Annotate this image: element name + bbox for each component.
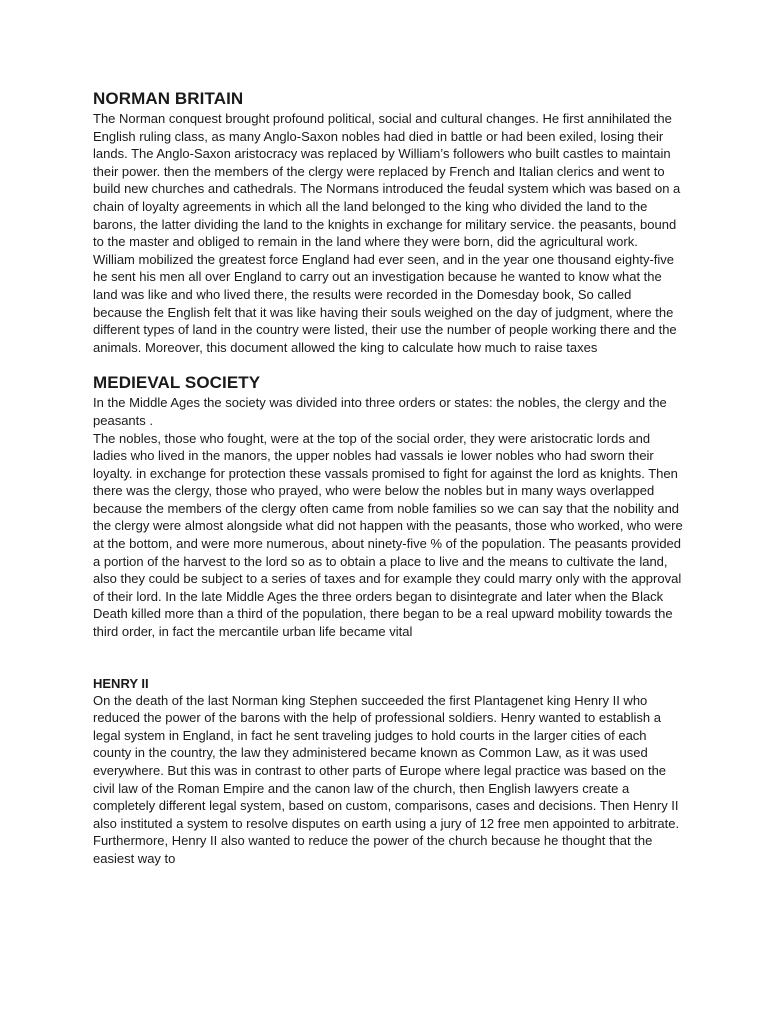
section-heading: MEDIEVAL SOCIETY: [93, 373, 261, 393]
document-page: [93, 88, 683, 868]
section-paragraph: The nobles, those who fought, were at the top of the social order, they were aristocratic lords and ladies who lived in the manors, the upper nobles had vassals ie lower nobles who had sworn their loyalty. in exchange for protection these vassals promised to fight for against the lord as knights. Then there was the clergy, those who prayed, who were below the nobles but in many ways overlapped because the members of the clergy often came from noble families so we can say that the nobility and the clergy were almost alongside what did not happen with the peasants, those who worked, who were at the bottom, and were more numerous, about ninety-five % of the population. The peasants provided a portion of the harvest to the lord so as to obtain a place to live and the means to cultivate the land, also they could be subject to a series of taxes and for example they could marry only with the approval of their lord. In the late Middle Ages the three orders began to disintegrate and later when the Black Death killed more than a third of the population, there began to be a real upward mobility towards the third order, in fact the mercantile urban life became vital: [93, 430, 683, 640]
section-henry-ii: [93, 675, 683, 868]
section-norman-britain: [93, 88, 683, 356]
section-heading: NORMAN BRITAIN: [93, 89, 244, 108]
section-heading: HENRY II: [93, 675, 149, 691]
section-medieval-society: [93, 372, 683, 640]
section-paragraph: On the death of the last Norman king Stephen succeeded the first Plantagenet king Henry II who reduced the power of the barons with the help of professional soldiers. Henry wanted to establish a legal system in England, in fact he sent traveling judges to hold courts in the larger cities of each county in the country, the law they administered became known as Common Law, as it was used everywhere. But this was in contrast to other parts of Europe where legal practice was based on the civil law of the Roman Empire and the canon law of the church, then English lawyers create a completely different legal system, based on custom, comparisons, cases and decisions. Then Henry II also instituted a system to resolve disputes on earth using a jury of 12 free men appointed to arbitrate. Furthermore, Henry II also wanted to reduce the power of the church because he thought that the easiest way to: [93, 692, 680, 866]
section-paragraph: The Norman conquest brought profound political, social and cultural changes. He first annihilated the English ruling class, as many Anglo-Saxon nobles had died in battle or had been exiled, losing their lands. The Anglo-Saxon aristocracy was replaced by William’s followers who built castles to maintain their power. then the members of the clergy were replaced by French and Italian clerics and went to build new churches and cathedrals. The Normans introduced the feudal system which was based on a chain of loyalty agreements in which all the land belonged to the king who divided the land to the barons, the latter dividing the land to the knights in exchange for military service. the peasants, bound to the master and obliged to remain in the land where they were born, did the agricultural work. William mobilized the greatest force England had ever seen, and in the year one thousand eighty-five he sent his men all over England to carry out an investigation because he wanted to know what the land was like and who lived there, the results were recorded in the Domesday book, So called because the English felt that it was like having their souls weighed on the day of judgment, where the different types of land in the country were listed, their use the number of people working there and the animals. Moreover, this document allowed the king to calculate how much to raise taxes: [93, 111, 681, 355]
section-paragraph: In the Middle Ages the society was divided into three orders or states: the nobles, the clergy and the peasants .: [93, 395, 667, 428]
